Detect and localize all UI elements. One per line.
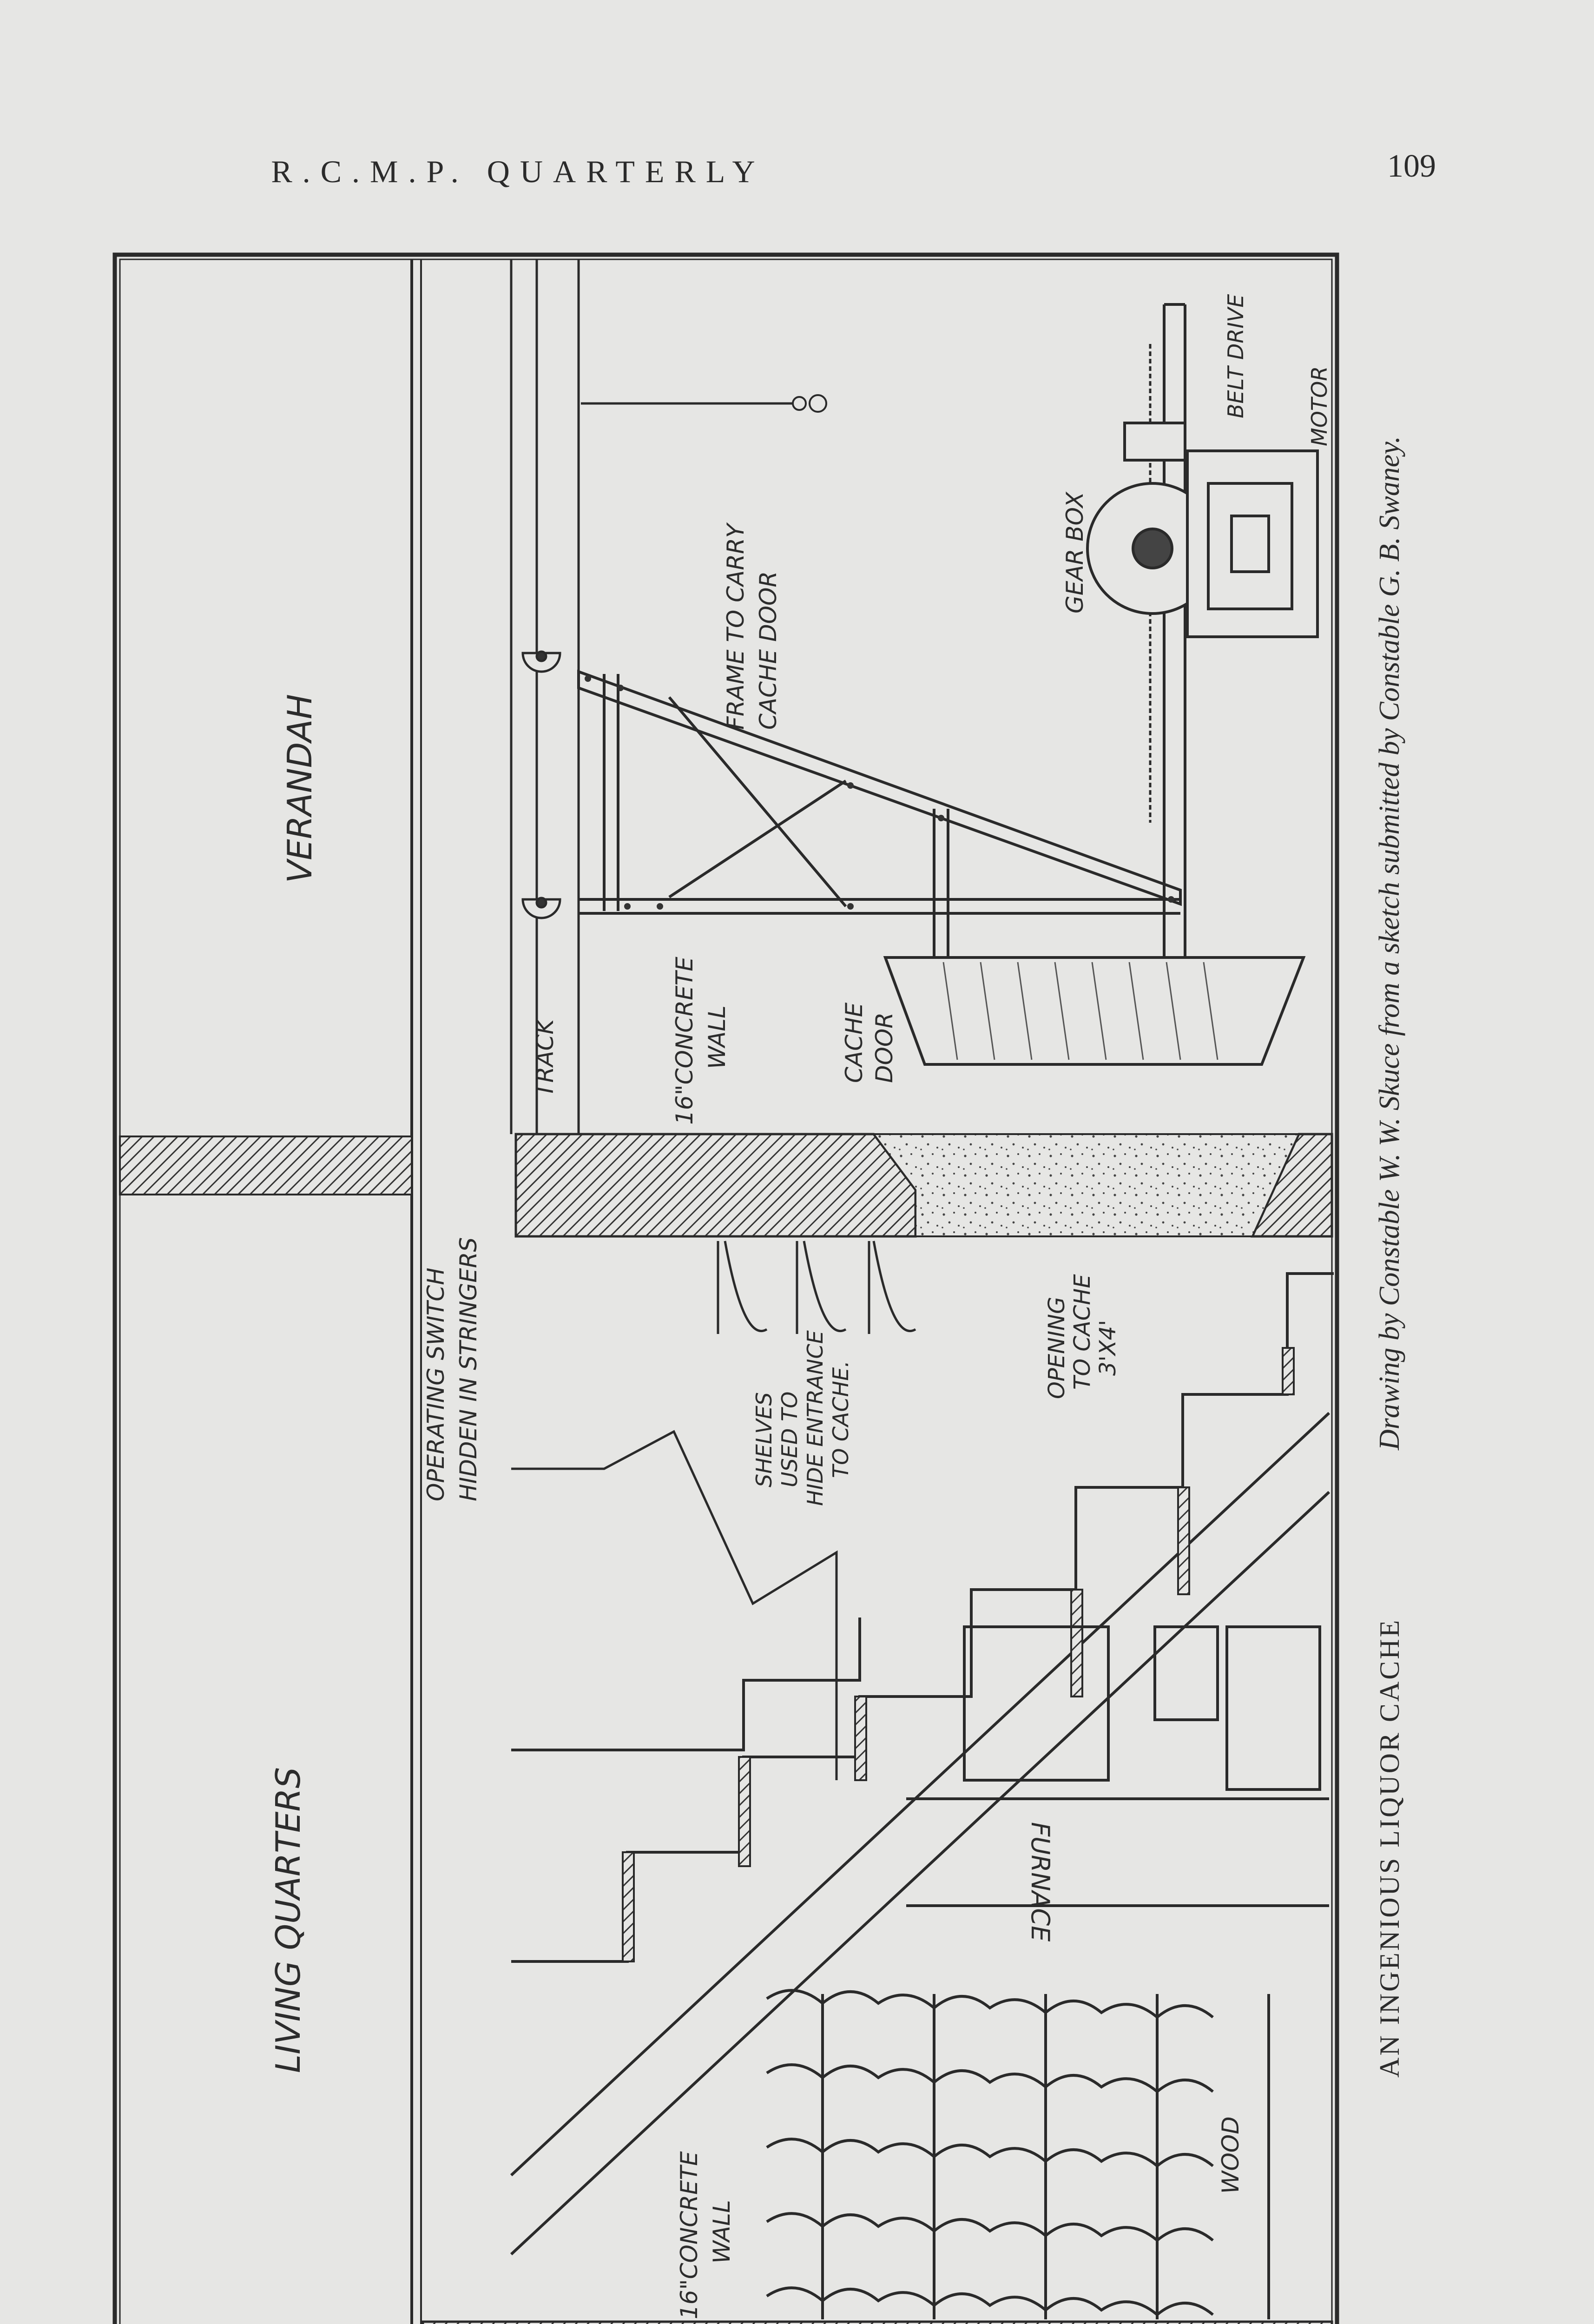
label-concrete-wall-top-1: 16"CONCRETE xyxy=(671,957,698,1125)
label-belt-drive: BELT DRIVE xyxy=(1223,294,1248,418)
label-operating-switch-2: HIDDEN IN STRINGERS xyxy=(455,1237,482,1501)
motor xyxy=(1187,451,1317,637)
label-shelves-1: SHELVES xyxy=(751,1392,777,1487)
figure-caption-title: AN INGENIOUS LIQUOR CACHE xyxy=(1374,1618,1405,2078)
label-frame-1: FRAME TO CARRY xyxy=(722,523,749,730)
label-gear-box: GEAR BOX xyxy=(1061,492,1088,614)
page-number: 109 xyxy=(1387,148,1436,184)
label-shelves-4: TO CACHE. xyxy=(828,1360,853,1478)
label-furnace: FURNACE xyxy=(1026,1822,1055,1942)
label-shelves-3: HIDE ENTRANCE xyxy=(803,1330,828,1506)
stair-risers xyxy=(623,1348,1294,1961)
staircase xyxy=(511,1274,1334,2254)
figure-credit: Drawing by Constable W. W. Skuce from a sketch submitted by Constable G. B. Swaney. xyxy=(1374,436,1405,1450)
label-track: TRACK xyxy=(532,1019,559,1097)
label-operating-switch-1: OPERATING SWITCH xyxy=(422,1268,449,1501)
label-living-quarters: LIVING QUARTERS xyxy=(269,1767,308,2073)
furnace xyxy=(906,1627,1329,1906)
wood-pile xyxy=(767,1990,1269,2319)
label-opening-2: TO CACHE xyxy=(1069,1274,1095,1390)
label-shelves-2: USED TO xyxy=(777,1391,802,1487)
cache-opening-fill xyxy=(874,1134,1299,1236)
label-wood: WOOD xyxy=(1217,2116,1244,2194)
concrete-walls xyxy=(423,1134,1332,2324)
label-opening-3: 3'X4' xyxy=(1095,1320,1121,1376)
label-concrete-wall-top-2: WALL xyxy=(704,1005,731,1069)
label-concrete-wall-bottom-2: WALL xyxy=(708,2200,735,2264)
label-concrete-wall-bottom-1: 16"CONCRETE xyxy=(676,2151,703,2319)
label-verandah: VERANDAH xyxy=(280,694,319,883)
label-motor: MOTOR xyxy=(1307,366,1332,446)
track-pulleys xyxy=(523,652,560,918)
label-cache-door-2: DOOR xyxy=(871,1012,898,1083)
light-fixture xyxy=(793,395,826,412)
label-frame-2: CACHE DOOR xyxy=(755,571,782,730)
label-cache-door-1: CACHE xyxy=(841,1002,868,1083)
journal-title: R.C.M.P. QUARTERLY xyxy=(271,154,765,189)
label-opening-1: OPENING xyxy=(1044,1296,1070,1399)
